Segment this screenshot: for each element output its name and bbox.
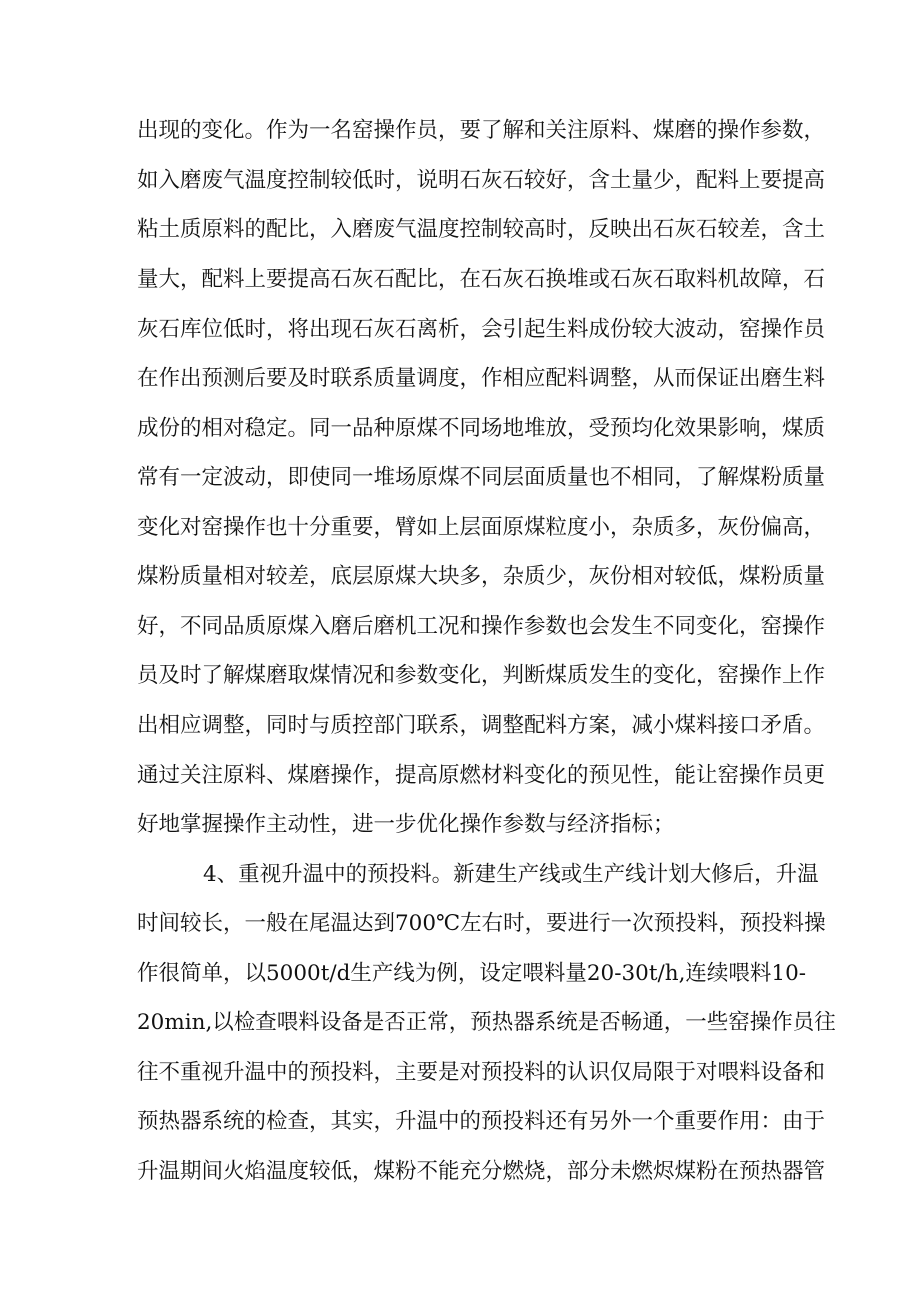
text-line: 灰石库位低时，将出现石灰石离析，会引起生料成份较大波动，窑操作员 bbox=[137, 317, 826, 342]
text-line: 出相应调整，同时与质控部门联系，调整配料方案，减小煤料接口矛盾。 bbox=[137, 713, 826, 738]
text-line: 时间较长，一般在尾温达到700℃左右时，要进行一次预投料，预投料操 bbox=[137, 911, 826, 936]
text-line: 20min,以检查喂料设备是否正常，预热器系统是否畅通，一些窑操作员往 bbox=[137, 1010, 836, 1035]
text-line: 升温期间火焰温度较低，煤粉不能充分燃烧，部分未燃烬煤粉在预热器管 bbox=[137, 1159, 826, 1184]
text-line: 如入磨废气温度控制较低时，说明石灰石较好，含土量少，配料上要提高 bbox=[137, 168, 826, 193]
text-line: 量大，配料上要提高石灰石配比，在石灰石换堆或石灰石取料机故障，石 bbox=[137, 267, 826, 292]
text-line: 预热器系统的检查，其实，升温中的预投料还有另外一个重要作用：由于 bbox=[137, 1109, 826, 1134]
text-line: 出现的变化。作为一名窑操作员，要了解和关注原料、煤磨的操作参数， bbox=[137, 118, 826, 143]
text-line: 员及时了解煤磨取煤情况和参数变化，判断煤质发生的变化，窑操作上作 bbox=[137, 663, 826, 688]
section-heading-line: 4、重视升温中的预投料。新建生产线或生产线计划大修后，升温 bbox=[203, 862, 819, 887]
text-line: 成份的相对稳定。同一品种原煤不同场地堆放，受预均化效果影响，煤质 bbox=[137, 416, 826, 441]
text-line: 好，不同品质原煤入磨后磨机工况和操作参数也会发生不同变化，窑操作 bbox=[137, 614, 826, 639]
text-line: 粘土质原料的配比，入磨废气温度控制较高时，反映出石灰石较差，含土 bbox=[137, 217, 826, 242]
text-line: 常有一定波动，即使同一堆场原煤不同层面质量也不相同，了解煤粉质量 bbox=[137, 465, 826, 490]
text-line: 通过关注原料、煤磨操作，提高原燃材料变化的预见性，能让窑操作员更 bbox=[137, 763, 826, 788]
text-line: 往不重视升温中的预投料，主要是对预投料的认识仅局限于对喂料设备和 bbox=[137, 1060, 826, 1085]
text-line: 变化对窑操作也十分重要，臂如上层面原煤粒度小，杂质多，灰份偏高， bbox=[137, 515, 826, 540]
text-line: 作很简单，以5000t/d生产线为例，设定喂料量20-30t/h,连续喂料10- bbox=[137, 961, 807, 986]
text-line: 煤粉质量相对较差，底层原煤大块多，杂质少，灰份相对较低，煤粉质量 bbox=[137, 564, 826, 589]
text-line: 在作出预测后要及时联系质量调度，作相应配料调整，从而保证出磨生料 bbox=[137, 366, 826, 391]
text-line: 好地掌握操作主动性，进一步优化操作参数与经济指标； bbox=[137, 812, 675, 837]
